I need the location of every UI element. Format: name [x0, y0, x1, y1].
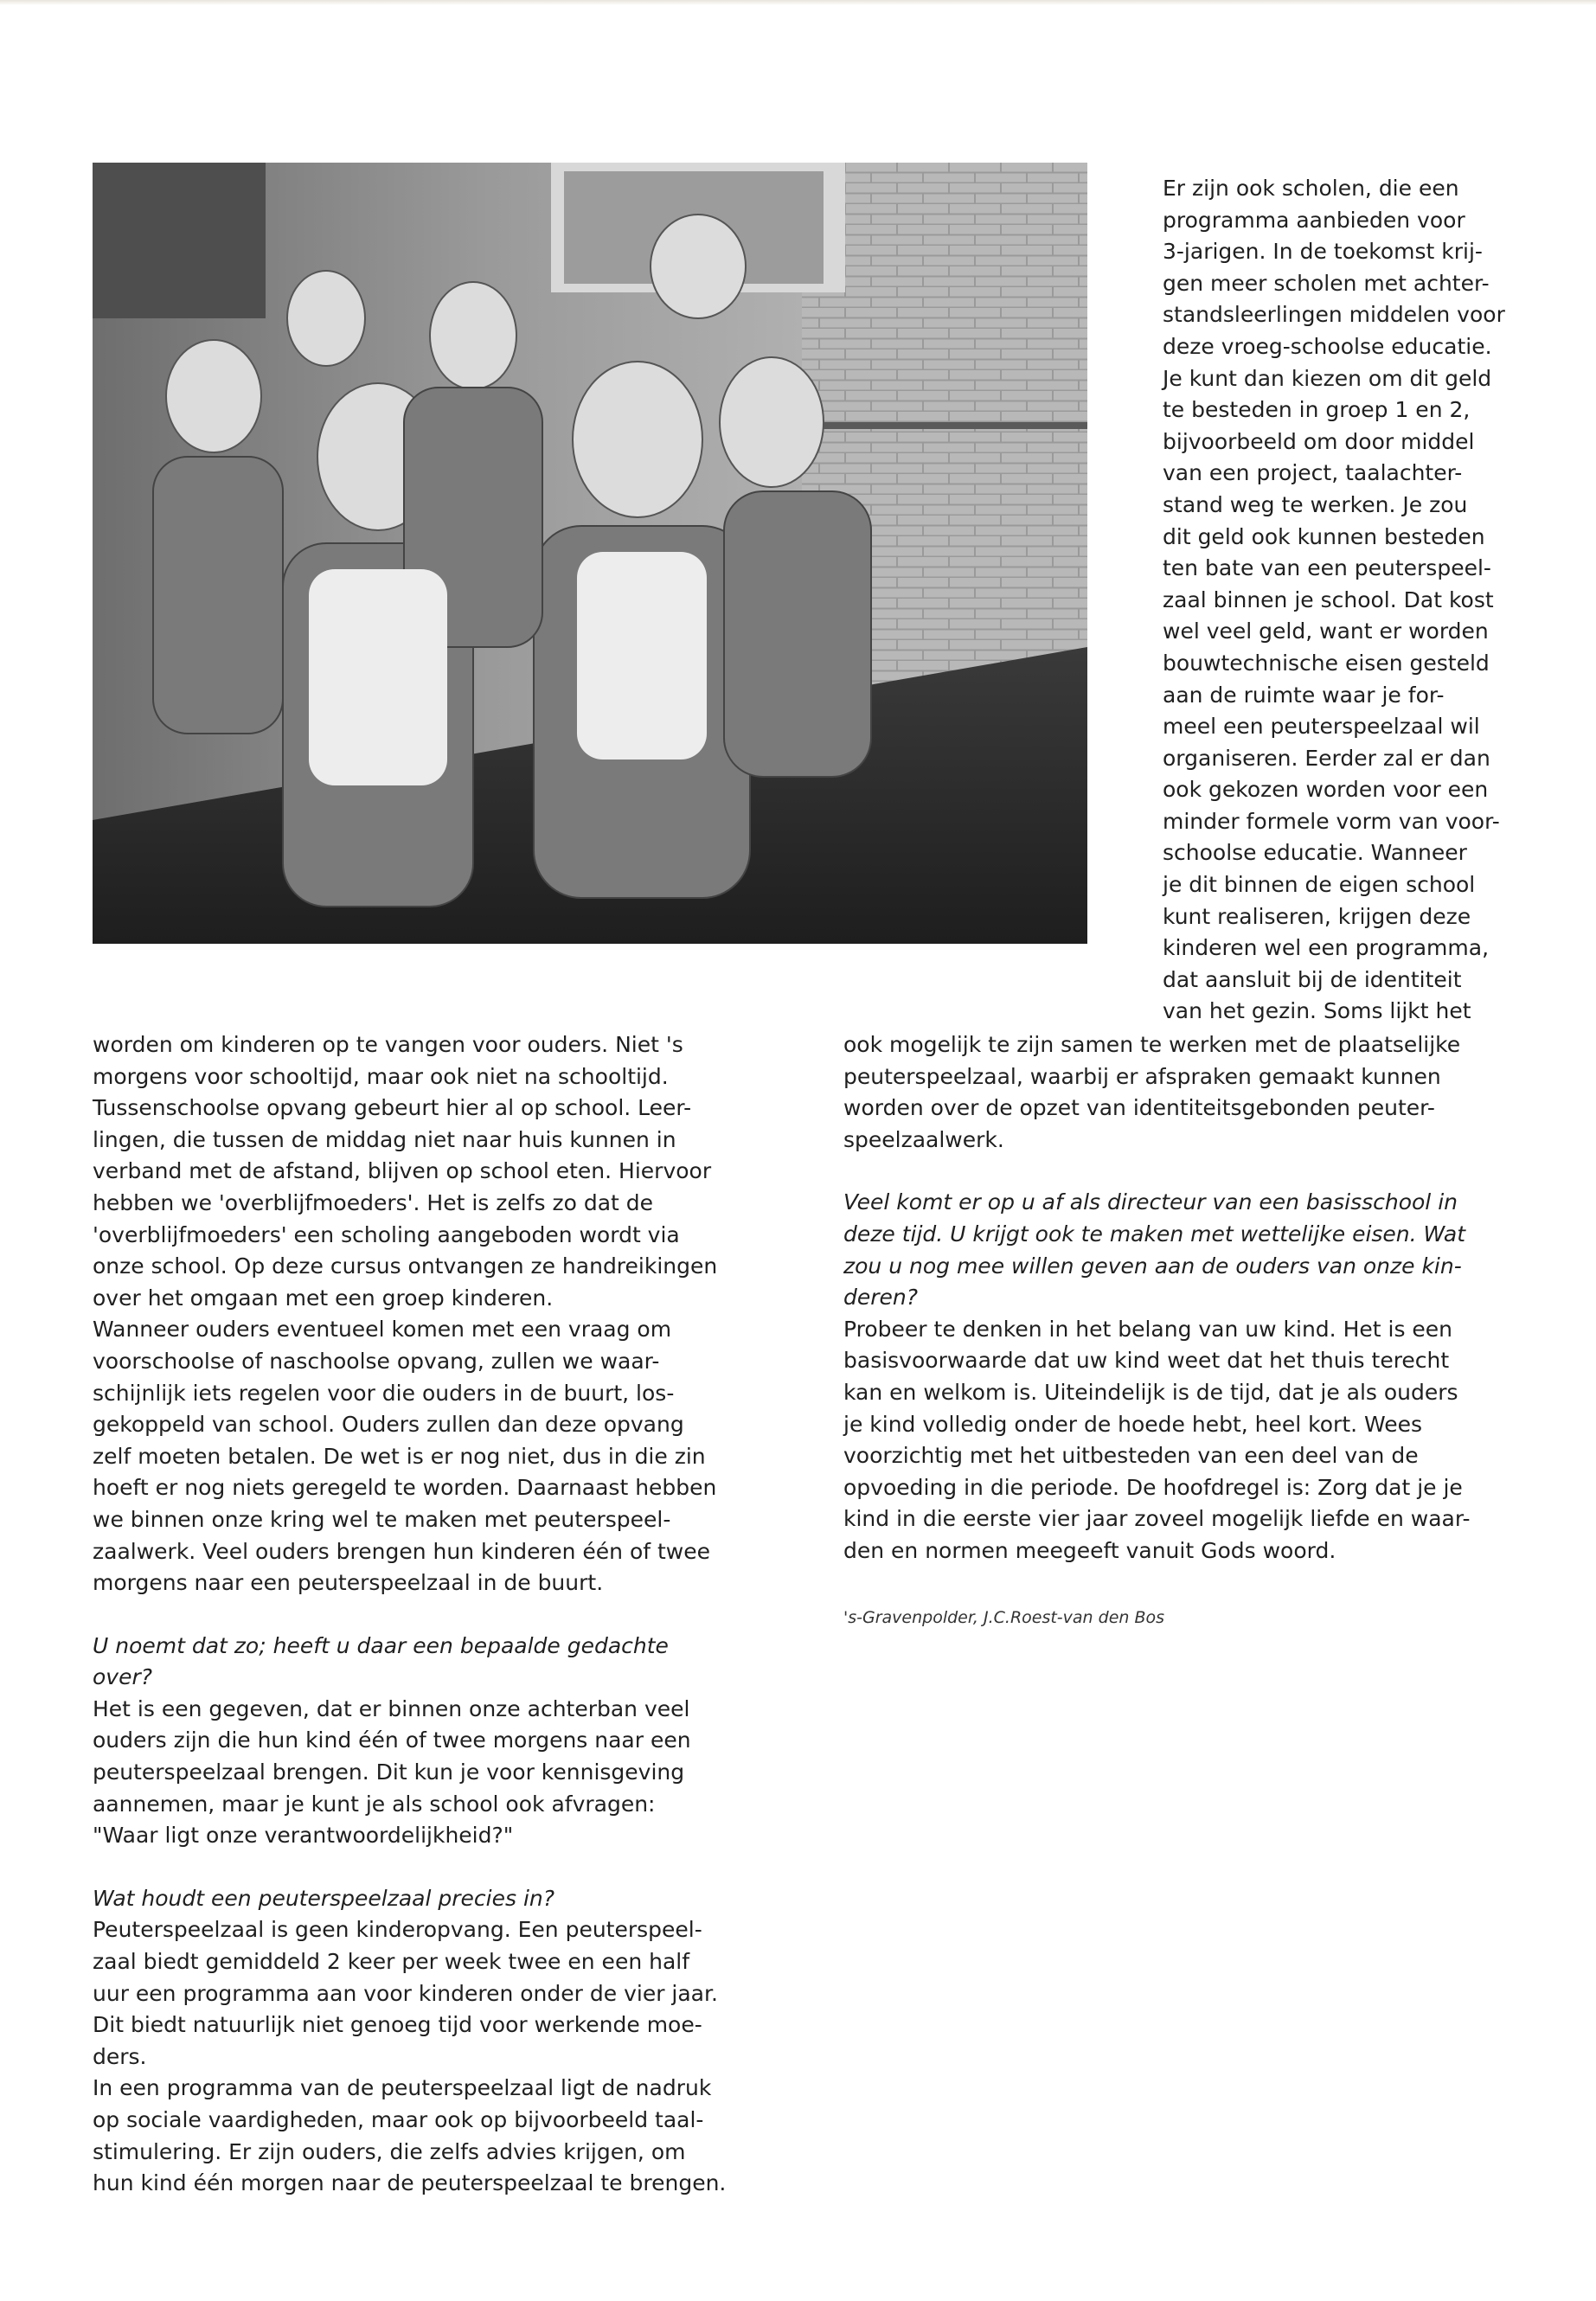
text-line: peuterspeelzaal, waarbij er afspraken gemaakt kunnen	[843, 1063, 1441, 1089]
text-line: zaal binnen je school. Dat kost	[1163, 586, 1494, 612]
text-line: onze school. Op deze cursus ontvangen ze handreikingen	[93, 1253, 718, 1279]
text-line: kunt realiseren, krijgen deze	[1163, 903, 1471, 929]
text-line: deren?	[843, 1285, 919, 1311]
paragraph-overblijf	[93, 1029, 811, 1314]
text-line: wel veel geld, want er worden	[1163, 619, 1489, 644]
text-line: gen meer scholen met achter-	[1163, 270, 1490, 296]
text-line: gekoppeld van school. Ouders zullen dan deze opvang	[93, 1412, 684, 1438]
text-line: zaal biedt gemiddeld 2 keer per week twee en een half	[93, 1949, 690, 1975]
children-photo	[93, 163, 1087, 944]
text-line: kind in die eerste vier jaar zoveel mogelijk liefde en waar-	[843, 1506, 1471, 1532]
text-line: meel een peuterspeelzaal wil	[1163, 714, 1480, 740]
question-peuterspeelzaal	[93, 1883, 811, 1915]
text-line: aan de ruimte waar je for-	[1163, 682, 1445, 708]
text-line: programma aanbieden voor	[1163, 207, 1465, 233]
text-line: speelzaalwerk.	[843, 1126, 1004, 1152]
text-line: dit geld ook kunnen besteden	[1163, 523, 1485, 549]
text-line: kinderen wel een programma,	[1163, 935, 1490, 961]
text-line: In een programma van de peuterspeelzaal ligt de nadruk	[93, 2075, 712, 2101]
text-line: basisvoorwaarde dat uw kind weet dat het thuis terecht	[843, 1348, 1450, 1374]
text-line: schoolse educatie. Wanneer	[1163, 840, 1467, 866]
text-line: van het gezin. Soms lijkt het	[1163, 998, 1471, 1024]
text-line: verband met de afstand, blijven op school eten. Hiervoor	[93, 1158, 712, 1184]
text-line: uur een programma aan voor kinderen onder de vier jaar.	[93, 1980, 718, 2006]
author-signature: 's-Gravenpolder, J.C.Roest-van den Bos	[843, 1607, 1165, 1627]
text-line: hun kind één morgen naar de peuterspeelzaal te brengen.	[93, 2170, 727, 2196]
text-line: peuterspeelzaal brengen. Dit kun je voor kennisgeving	[93, 1759, 685, 1785]
text-line: zaalwerk. Veel ouders brengen hun kinderen één of twee	[93, 1538, 711, 1564]
text-line: zelf moeten betalen. De wet is er nog niet, dus in die zin	[93, 1443, 706, 1469]
text-line: ook gekozen worden voor een	[1163, 777, 1489, 803]
text-line: voorzichtig met het uitbesteden van een deel van de	[843, 1443, 1419, 1469]
answer-programma	[93, 2073, 811, 2199]
answer-peuterspeelzaal	[93, 1914, 811, 2073]
text-line: worden over de opzet van identiteitsgebonden peuter-	[843, 1095, 1435, 1121]
text-line: hoeft er nog niets geregeld te worden. Daarnaast hebben	[93, 1475, 717, 1501]
text-line: deze vroeg-schoolse educatie.	[1163, 333, 1492, 359]
text-line: opvoeding in die periode. De hoofdregel is: Zorg dat je je	[843, 1474, 1463, 1500]
text-line: Wat houdt een peuterspeelzaal precies in?	[93, 1885, 555, 1911]
text-line: minder formele vorm van voor-	[1163, 808, 1500, 834]
text-line: Veel komt er op u af als directeur van een basisschool in	[843, 1189, 1458, 1215]
paragraph-opvang	[93, 1314, 811, 1599]
text-line: den en normen meegeeft vanuit Gods woord.	[843, 1537, 1336, 1563]
text-line: U noemt dat zo; heeft u daar een bepaalde gedachte	[93, 1632, 669, 1658]
text-line: standsleerlingen middelen voor	[1163, 302, 1505, 328]
text-line: te besteden in groep 1 en 2,	[1163, 397, 1471, 423]
text-line: "Waar ligt onze verantwoordelijkheid?"	[93, 1823, 514, 1849]
answer-gedachte	[93, 1694, 811, 1852]
text-line: je kind volledig onder de hoede hebt, heel kort. Wees	[843, 1411, 1423, 1437]
page-edge	[0, 0, 1596, 5]
question-gedachte	[93, 1631, 811, 1694]
text-line: organiseren. Eerder zal er dan	[1163, 745, 1490, 771]
text-line: morgens voor schooltijd, maar ook niet na schooltijd.	[93, 1063, 669, 1089]
text-line: stimulering. Er zijn ouders, die zelfs advies krijgen, om	[93, 2138, 686, 2164]
text-line: op sociale vaardigheden, maar ook op bijvoorbeeld taal-	[93, 2107, 704, 2132]
text-line: dat aansluit bij de identiteit	[1163, 966, 1462, 992]
text-line: deze tijd. U krijgt ook te maken met wettelijke eisen. Wat	[843, 1221, 1466, 1247]
question-directeur	[843, 1187, 1561, 1313]
text-line: van een project, taalachter-	[1163, 460, 1463, 486]
answer-ouders	[843, 1314, 1561, 1567]
text-line: morgens naar een peuterspeelzaal in de buurt.	[93, 1570, 604, 1596]
text-line: Er zijn ook scholen, die een	[1163, 176, 1459, 201]
intro-text-top-right	[1163, 173, 1526, 1028]
text-line: Probeer te denken in het belang van uw kind. Het is een	[843, 1316, 1453, 1342]
text-line: we binnen onze kring wel te maken met peuterspeel-	[93, 1506, 671, 1532]
text-line: stand weg te werken. Je zou	[1163, 491, 1468, 517]
text-line: zou u nog mee willen geven aan de ouders van onze kin-	[843, 1253, 1462, 1279]
text-line: over?	[93, 1664, 153, 1690]
text-line: Het is een gegeven, dat er binnen onze achterban veel	[93, 1695, 690, 1721]
text-line: schijnlijk iets regelen voor die ouders in de buurt, los-	[93, 1380, 675, 1406]
text-line: ders.	[93, 2043, 147, 2069]
text-line: aannemen, maar je kunt je als school ook afvragen:	[93, 1791, 656, 1817]
text-line: over het omgaan met een groep kinderen.	[93, 1285, 554, 1311]
text-line: kan en welkom is. Uiteindelijk is de tijd, dat je als ouders	[843, 1379, 1458, 1405]
text-line: Je kunt dan kiezen om dit geld	[1163, 365, 1492, 391]
text-line: worden om kinderen op te vangen voor ouders. Niet 's	[93, 1032, 683, 1057]
text-line: ook mogelijk te zijn samen te werken met de plaatselijke	[843, 1032, 1461, 1057]
text-line: 3-jarigen. In de toekomst krij-	[1163, 239, 1483, 265]
right-column	[843, 1029, 1561, 1633]
text-line: ten bate van een peuterspeel-	[1163, 555, 1491, 581]
paragraph-samenwerken	[843, 1029, 1561, 1156]
text-line: Wanneer ouders eventueel komen met een vraag om	[93, 1317, 672, 1343]
text-line: bouwtechnische eisen gesteld	[1163, 650, 1490, 676]
text-line: Tussenschoolse opvang gebeurt hier al op school. Leer-	[93, 1095, 692, 1121]
text-line: Peuterspeelzaal is geen kinderopvang. Een peuterspeel-	[93, 1917, 702, 1943]
text-line: 'overblijfmoeders' een scholing aangeboden wordt via	[93, 1221, 680, 1247]
text-line: ouders zijn die hun kind één of twee morgens naar een	[93, 1727, 691, 1753]
text-line: je dit binnen de eigen school	[1163, 872, 1476, 898]
text-line: lingen, die tussen de middag niet naar huis kunnen in	[93, 1126, 676, 1152]
text-line: Dit biedt natuurlijk niet genoeg tijd voor werkende moe-	[93, 2012, 702, 2038]
text-line: voorschoolse of naschoolse opvang, zullen we waar-	[93, 1348, 660, 1374]
text-line: bijvoorbeeld om door middel	[1163, 428, 1475, 454]
text-line: hebben we 'overblijfmoeders'. Het is zelfs zo dat de	[93, 1189, 654, 1215]
photo-kindergarten-children-icon	[93, 163, 1087, 944]
left-column	[93, 1029, 811, 2200]
